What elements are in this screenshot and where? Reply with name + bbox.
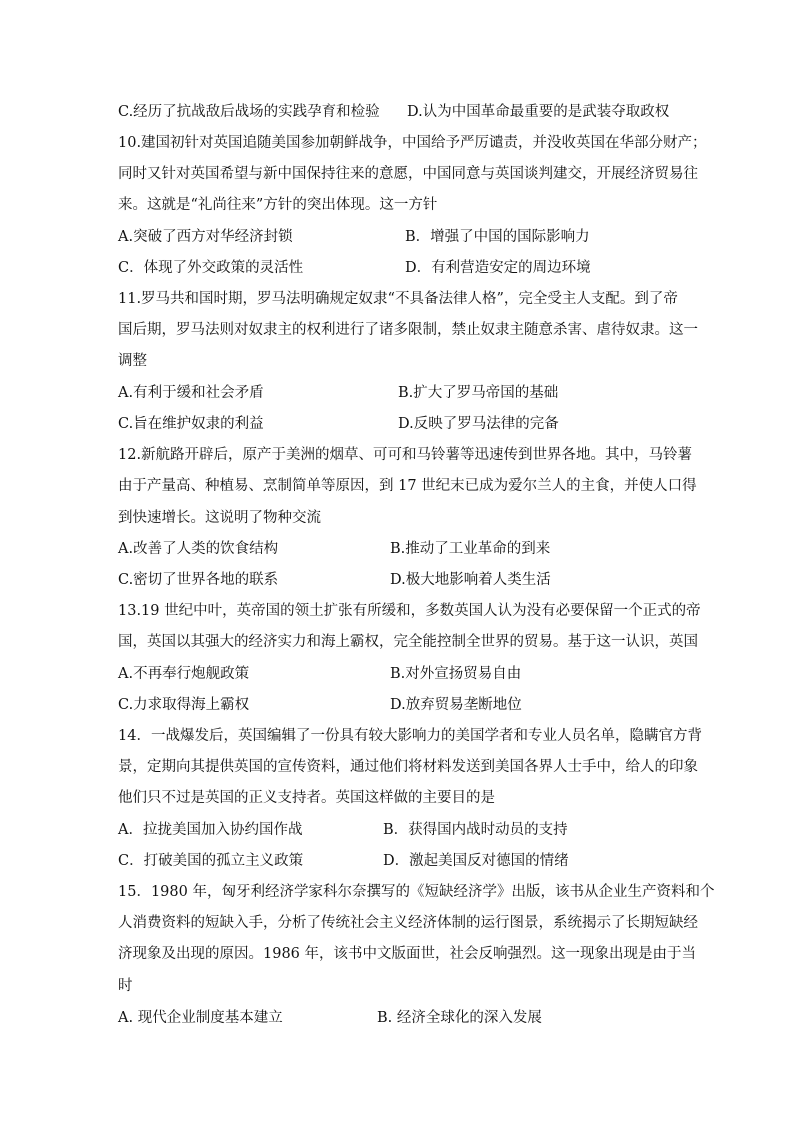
q10-option-d: D．有利营造安定的周边环境 xyxy=(405,260,591,276)
q15-stem-line: 15．1980 年，匈牙利经济学家科尔奈撰写的《短缺经济学》出版，该书从企业生产资料和个 xyxy=(118,884,715,900)
q14-option-a: A．拉拢美国加入协约国作战 xyxy=(118,822,303,838)
q12-stem-line: 由于产量高、种植易、烹制简单等原因，到 17 世纪末已成为爱尔兰人的主食，并使人口得 xyxy=(118,478,697,494)
q11-option-a: A.有利于缓和社会矛盾 xyxy=(118,385,264,401)
q11-option-d: D.反映了罗马法律的完备 xyxy=(398,416,559,432)
q13-stem-line: 13.19 世纪中叶，英帝国的领土扩张有所缓和，多数英国人认为没有必要保留一个正式的帝 xyxy=(118,603,701,619)
q14-stem-line: 景，定期向其提供英国的宣传资料，通过他们将材料发送到美国各界人士手中，给人的印象 xyxy=(118,759,698,775)
q12-option-b: B.推动了工业革命的到来 xyxy=(390,541,551,557)
q12-option-d: D.极大地影响着人类生活 xyxy=(390,572,551,588)
q13-option-c: C.力求取得海上霸权 xyxy=(118,697,250,713)
q13-option-b: B.对外宣扬贸易自由 xyxy=(390,666,522,682)
q14-option-d: D．激起美国反对德国的情绪 xyxy=(383,853,569,869)
q11-option-b: B.扩大了罗马帝国的基础 xyxy=(398,385,559,401)
q11-stem-line: 调整 xyxy=(118,353,147,369)
q10-stem-line: 10.建国初针对英国追随美国参加朝鲜战争，中国给予严厉谴责，并没收英国在华部分财产； xyxy=(118,135,707,151)
q10-option-b: B．增强了中国的国际影响力 xyxy=(405,229,590,245)
q9-option-c: C.经历了抗战敌后战场的实践孕育和检验 xyxy=(118,104,380,120)
q15-option-a: A. 现代企业制度基本建立 xyxy=(118,1010,283,1026)
q15-stem-line: 济现象及出现的原因。1986 年，该书中文版面世，社会反响强烈。这一现象出现是由于当 xyxy=(118,946,697,962)
q10-option-c: C．体现了外交政策的灵活性 xyxy=(118,260,304,276)
q15-stem-line: 人消费资料的短缺入手，分析了传统社会主义经济体制的运行图景，系统揭示了长期短缺经 xyxy=(118,915,698,931)
q13-option-d: D.放弃贸易垄断地位 xyxy=(390,697,522,713)
q15-option-b: B. 经济全球化的深入发展 xyxy=(377,1010,542,1026)
q10-option-a: A.突破了西方对华经济封锁 xyxy=(118,229,293,245)
q14-option-c: C．打破美国的孤立主义政策 xyxy=(118,853,304,869)
q14-stem-line: 他们只不过是英国的正义支持者。英国这样做的主要目的是 xyxy=(118,790,495,806)
q11-stem-line: 国后期，罗马法则对奴隶主的权利进行了诸多限制，禁止奴隶主随意杀害、虐待奴隶。这一 xyxy=(118,322,698,338)
q13-option-a: A.不再奉行炮舰政策 xyxy=(118,666,250,682)
q10-stem-line: 来。这就是“礼尚往来”方针的突出体现。这一方针 xyxy=(118,197,438,213)
q12-option-c: C.密切了世界各地的联系 xyxy=(118,572,279,588)
q14-option-b: B．获得国内战时动员的支持 xyxy=(383,822,568,838)
q14-stem-line: 14．一战爆发后，英国编辑了一份具有较大影响力的美国学者和专业人员名单，隐瞒官方背 xyxy=(118,728,702,744)
q13-stem-line: 国，英国以其强大的经济实力和海上霸权，完全能控制全世界的贸易。基于这一认识，英国 xyxy=(118,634,698,650)
q12-stem-line: 到快速增长。这说明了物种交流 xyxy=(118,510,321,526)
q11-option-c: C.旨在维护奴隶的利益 xyxy=(118,416,264,432)
q12-stem-line: 12.新航路开辟后，原产于美洲的烟草、可可和马铃薯等迅速传到世界各地。其中，马铃薯 xyxy=(118,447,693,463)
q12-option-a: A.改善了人类的饮食结构 xyxy=(118,541,279,557)
q11-stem-line: 11.罗马共和国时期，罗马法明确规定奴隶“不具备法律人格”，完全受主人支配。到了帝 xyxy=(118,291,678,307)
q15-stem-line: 时 xyxy=(118,978,133,994)
q9-option-d: D.认为中国革命最重要的是武装夺取政权 xyxy=(407,104,670,120)
q10-stem-line: 同时又针对英国希望与新中国保持往来的意愿，中国同意与英国谈判建交，开展经济贸易往 xyxy=(118,166,698,182)
